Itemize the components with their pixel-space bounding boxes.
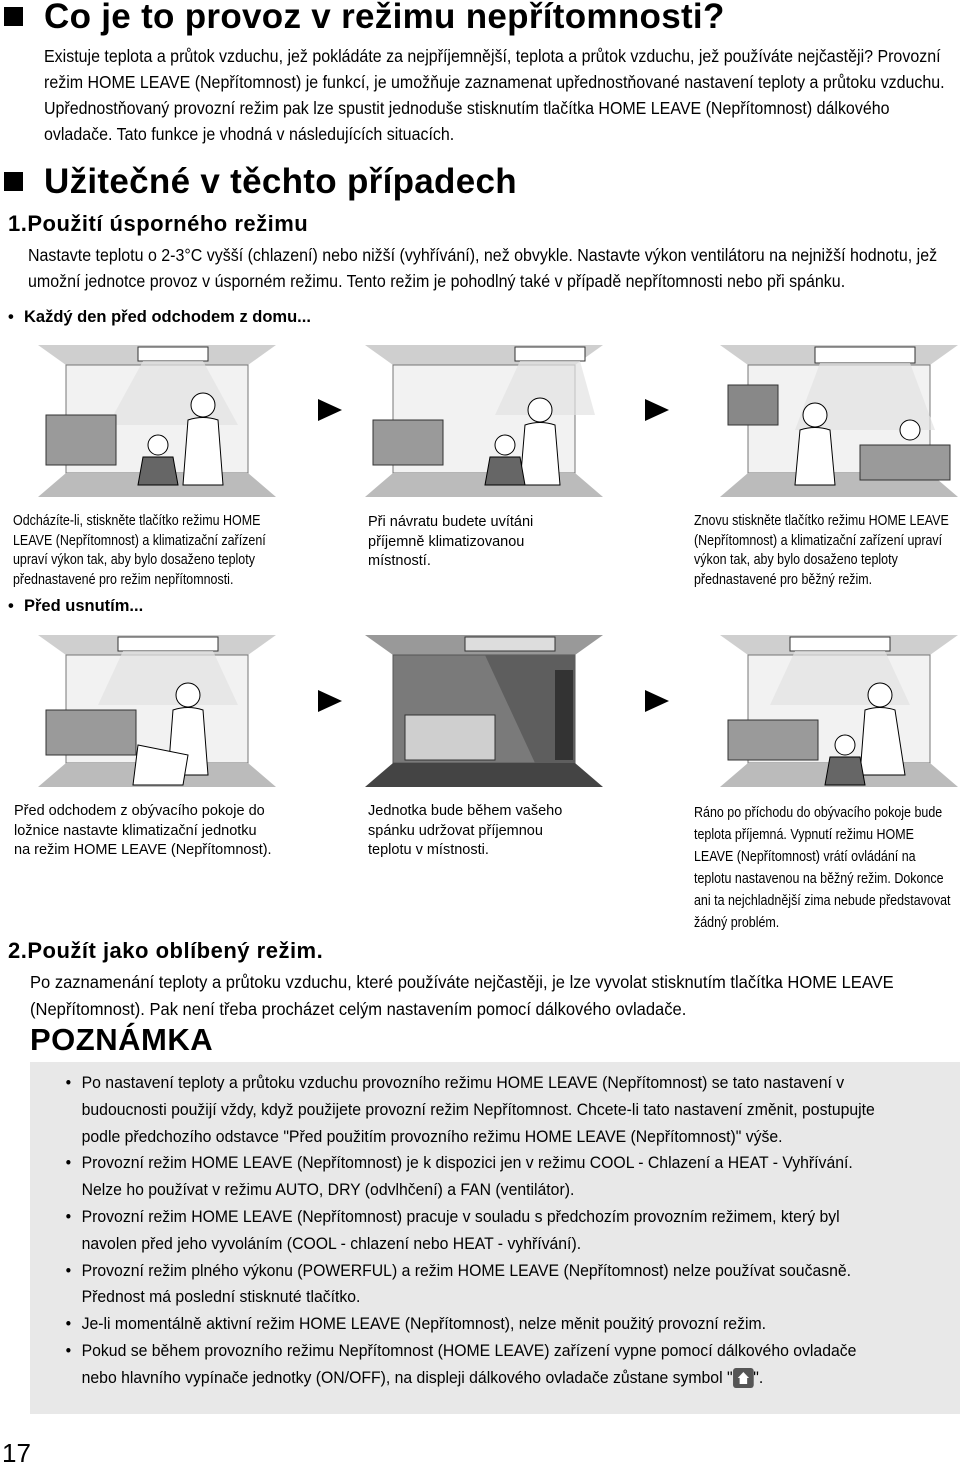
arrow-right-icon xyxy=(318,399,342,421)
section-marker xyxy=(4,7,23,26)
case-title: • Před usnutím... xyxy=(8,597,144,615)
subsection-title: 1.Použití úsporného režimu xyxy=(8,211,309,236)
note-title: POZNÁMKA xyxy=(30,1022,214,1057)
case-caption: Znovu stiskněte tlačítko režimu HOME LEAVE (Nepřítomnost) a klimatizační zařízení upraví výkon tak, aby bylo dosaženo teploty přednastavené pro běžný režim. xyxy=(694,513,949,588)
living-room-illustration xyxy=(38,345,276,497)
note-item: • Provozní režim HOME LEAVE (Nepřítomnost) je k dispozici jen v režimu COOL - Chlazení a HEAT - Vyhřívání. Nelze ho používat v režimu AUTO, DRY (odvlhčení) a FAN (ventilátor). xyxy=(60,1150,887,1204)
section-marker xyxy=(4,172,23,191)
note-item: • Pokud se během provozního režimu Nepřítomnost (HOME LEAVE) zařízení vypne pomocí dálkového ovladače nebo hlavního vypínače jednotky (ON/OFF), na displeji dálkového ovladače zůstane symbol " ". xyxy=(60,1338,887,1392)
intro-paragraph: Existuje teplota a průtok vzduchu, jež pokládáte za nejpříjemnější, teplota a průtok vzduchu, jež používáte nejčastěji? Provozní režim HOME LEAVE (Nepřítomnost) je funkcí, je umožňuje zaznamenat upřednostňované nastavení teploty a průtoku vzduchu. Upřednostňovaný provozní režim pak lze spustit jednoduše stisknutím tlačítka HOME LEAVE (Nepřítomnost) dálkového ovladače. Tato funkce je vhodná v následujících situacích. xyxy=(44,46,945,144)
living-room-illustration xyxy=(365,345,603,497)
note-item: • Provozní režim plného výkonu (POWERFUL) a režim HOME LEAVE (Nepřítomnost) nelze používat současně. Přednost má poslední stisknuté tlačítko. xyxy=(60,1258,887,1312)
evening-room-illustration xyxy=(38,635,276,787)
arrow-right-icon xyxy=(645,690,669,712)
section-title: Užitečné v těchto případech xyxy=(44,162,517,201)
note-item: • Po nastavení teploty a průtoku vzduchu provozního režimu HOME LEAVE (Nepřítomnost) se tato nastavení v budoucnosti použijí vždy, když použijete provozní režim Nepřítomnost. Chcete-li tato nastavení změnit, postupujte podle předchozího odstavce "Před použitím provozního režimu HOME LEAVE (Nepřítomnost)" výše. xyxy=(60,1070,887,1150)
arrow-right-icon xyxy=(318,690,342,712)
arrow-right-icon xyxy=(645,399,669,421)
subsection-title: 2.Použít jako oblíbený režim. xyxy=(8,938,324,963)
section-title: Co je to provoz v režimu nepřítomnosti? xyxy=(44,0,725,36)
case-caption: Při návratu budete uvítáni příjemně klimatizovanou místností. xyxy=(368,514,534,569)
case-caption: Ráno po příchodu do obývacího pokoje bude teplota příjemná. Vypnutí režimu HOME LEAVE (Nepřítomnost) vrátí ovládání na teplotu nastavenou na běžný režim. Dokonce ani ta nejchladnější zima nebude představovat žádný problém. xyxy=(694,805,951,931)
night-room-illustration xyxy=(365,635,603,787)
subsection-paragraph: Nastavte teplotu o 2-3°C vyšší (chlazení) nebo nižší (vyhřívání), než obvykle. Nastavte výkon ventilátoru na nejnižší hodnotu, jež umožní jednotce provoz v úsporném režimu. Tento režim je pohodlný také v případě nepřítomnosti nebo při spánku. xyxy=(28,245,938,291)
living-room-illustration xyxy=(720,345,958,497)
note-list xyxy=(60,1070,940,1392)
home-leave-icon xyxy=(733,1368,754,1388)
case-caption: Odcházíte-li, stiskněte tlačítko režimu HOME LEAVE (Nepřítomnost) a klimatizační zařízení upraví výkon tak, aby bylo dosaženo teploty přednastavené pro režim nepřítomnosti. xyxy=(13,513,266,588)
note-item: • Je-li momentálně aktivní režim HOME LEAVE (Nepřítomnost), nelze měnit použitý provozní režim. xyxy=(60,1311,887,1338)
page-number: 17 xyxy=(2,1438,31,1468)
subsection-paragraph: Po zaznamenání teploty a průtoku vzduchu, které používáte nejčastěji, je lze vyvolat stisknutím tlačítka HOME LEAVE (Nepřítomnost). Pak není třeba procházet celým nastavením pomocí dálkového ovladače. xyxy=(30,972,894,1019)
case-caption: Jednotka bude během vašeho spánku udržovat příjemnou teplotu v místnosti. xyxy=(368,803,563,858)
case-caption: Před odchodem z obývacího pokoje do ložnice nastavte klimatizační jednotku na režim HOME LEAVE (Nepřítomnost). xyxy=(14,803,272,858)
case-title: • Každý den před odchodem z domu... xyxy=(8,308,311,326)
note-item: • Provozní režim HOME LEAVE (Nepřítomnost) pracuje v souladu s předchozím provozním režimem, který byl navolen před jeho vyvoláním (COOL - chlazení nebo HEAT - vyhřívání). xyxy=(60,1204,887,1258)
morning-room-illustration xyxy=(720,635,958,787)
